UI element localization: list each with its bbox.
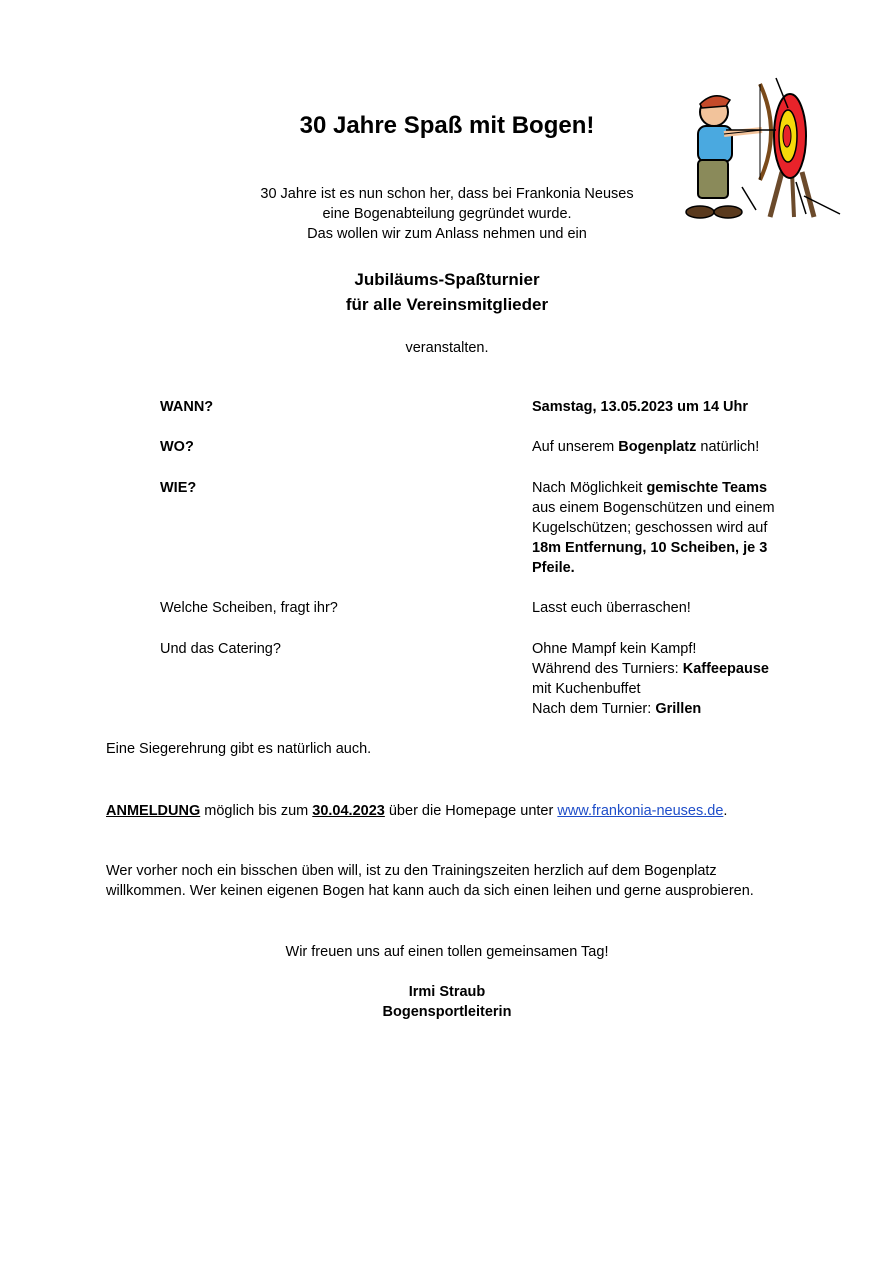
value-wo: Auf unserem Bogenplatz natürlich! (532, 439, 760, 455)
intro-line: Das wollen wir zum Anlass nehmen und ein (307, 226, 587, 242)
subtitle-line: für alle Vereinsmitglieder (345, 295, 549, 314)
label-wo: WO? (160, 439, 194, 455)
anmeldung-text: ANMELDUNG möglich bis zum 30.04.2023 über die Homepage unter www.frankonia-neuses.de. (106, 803, 728, 819)
label-wie: WIE? (160, 480, 197, 496)
value-wie: Nach Möglichkeit gemischte Teams aus einem Bogenschützen und einem Kugelschützen; geschossen wird auf 18m Entfernung, 10 Scheiben, je 3 Pfeile. (532, 480, 775, 576)
label-catering: Und das Catering? (160, 641, 281, 657)
siegerehrung-text: Eine Siegerehrung gibt es natürlich auch. (106, 741, 372, 757)
homepage-link[interactable]: www.frankonia-neuses.de (557, 803, 724, 819)
intro-line: 30 Jahre ist es nun schon her, dass bei Frankonia Neuses (260, 186, 634, 202)
value-catering: Ohne Mampf kein Kampf! Während des Turniers: Kaffeepause mit Kuchenbuffet Nach dem Turnier: Grillen (532, 641, 769, 717)
signature-role: Bogensportleiterin (382, 1004, 512, 1020)
intro-line: eine Bogenabteilung gegründet wurde. (322, 206, 572, 222)
signature-name: Irmi Straub (408, 984, 486, 1000)
subtitle-line: Jubiläums-Spaßturnier (354, 270, 540, 289)
event-subtitle (0, 267, 894, 317)
label-wann: WANN? (160, 399, 214, 415)
training-text: Wer vorher noch ein bisschen üben will, ist zu den Trainingszeiten herzlich auf dem Bogenplatz willkommen. Wer keinen eigenen Bogen hat kann auch da sich einen leihen und gerne ausprobieren. (106, 863, 754, 899)
value-wann: Samstag, 13.05.2023 um 14 Uhr (532, 399, 749, 415)
anmeldung-date: 30.04.2023 (312, 803, 385, 819)
anmeldung-label: ANMELDUNG (106, 803, 201, 819)
intro-text (0, 184, 894, 244)
intro-tail: veranstalten. (405, 340, 489, 356)
page-title: 30 Jahre Spaß mit Bogen! (299, 112, 595, 139)
value-scheiben: Lasst euch überraschen! (532, 600, 691, 616)
closing-text: Wir freuen uns auf einen tollen gemeinsamen Tag! (285, 944, 609, 960)
signature (0, 982, 894, 1022)
label-scheiben: Welche Scheiben, fragt ihr? (160, 600, 338, 616)
